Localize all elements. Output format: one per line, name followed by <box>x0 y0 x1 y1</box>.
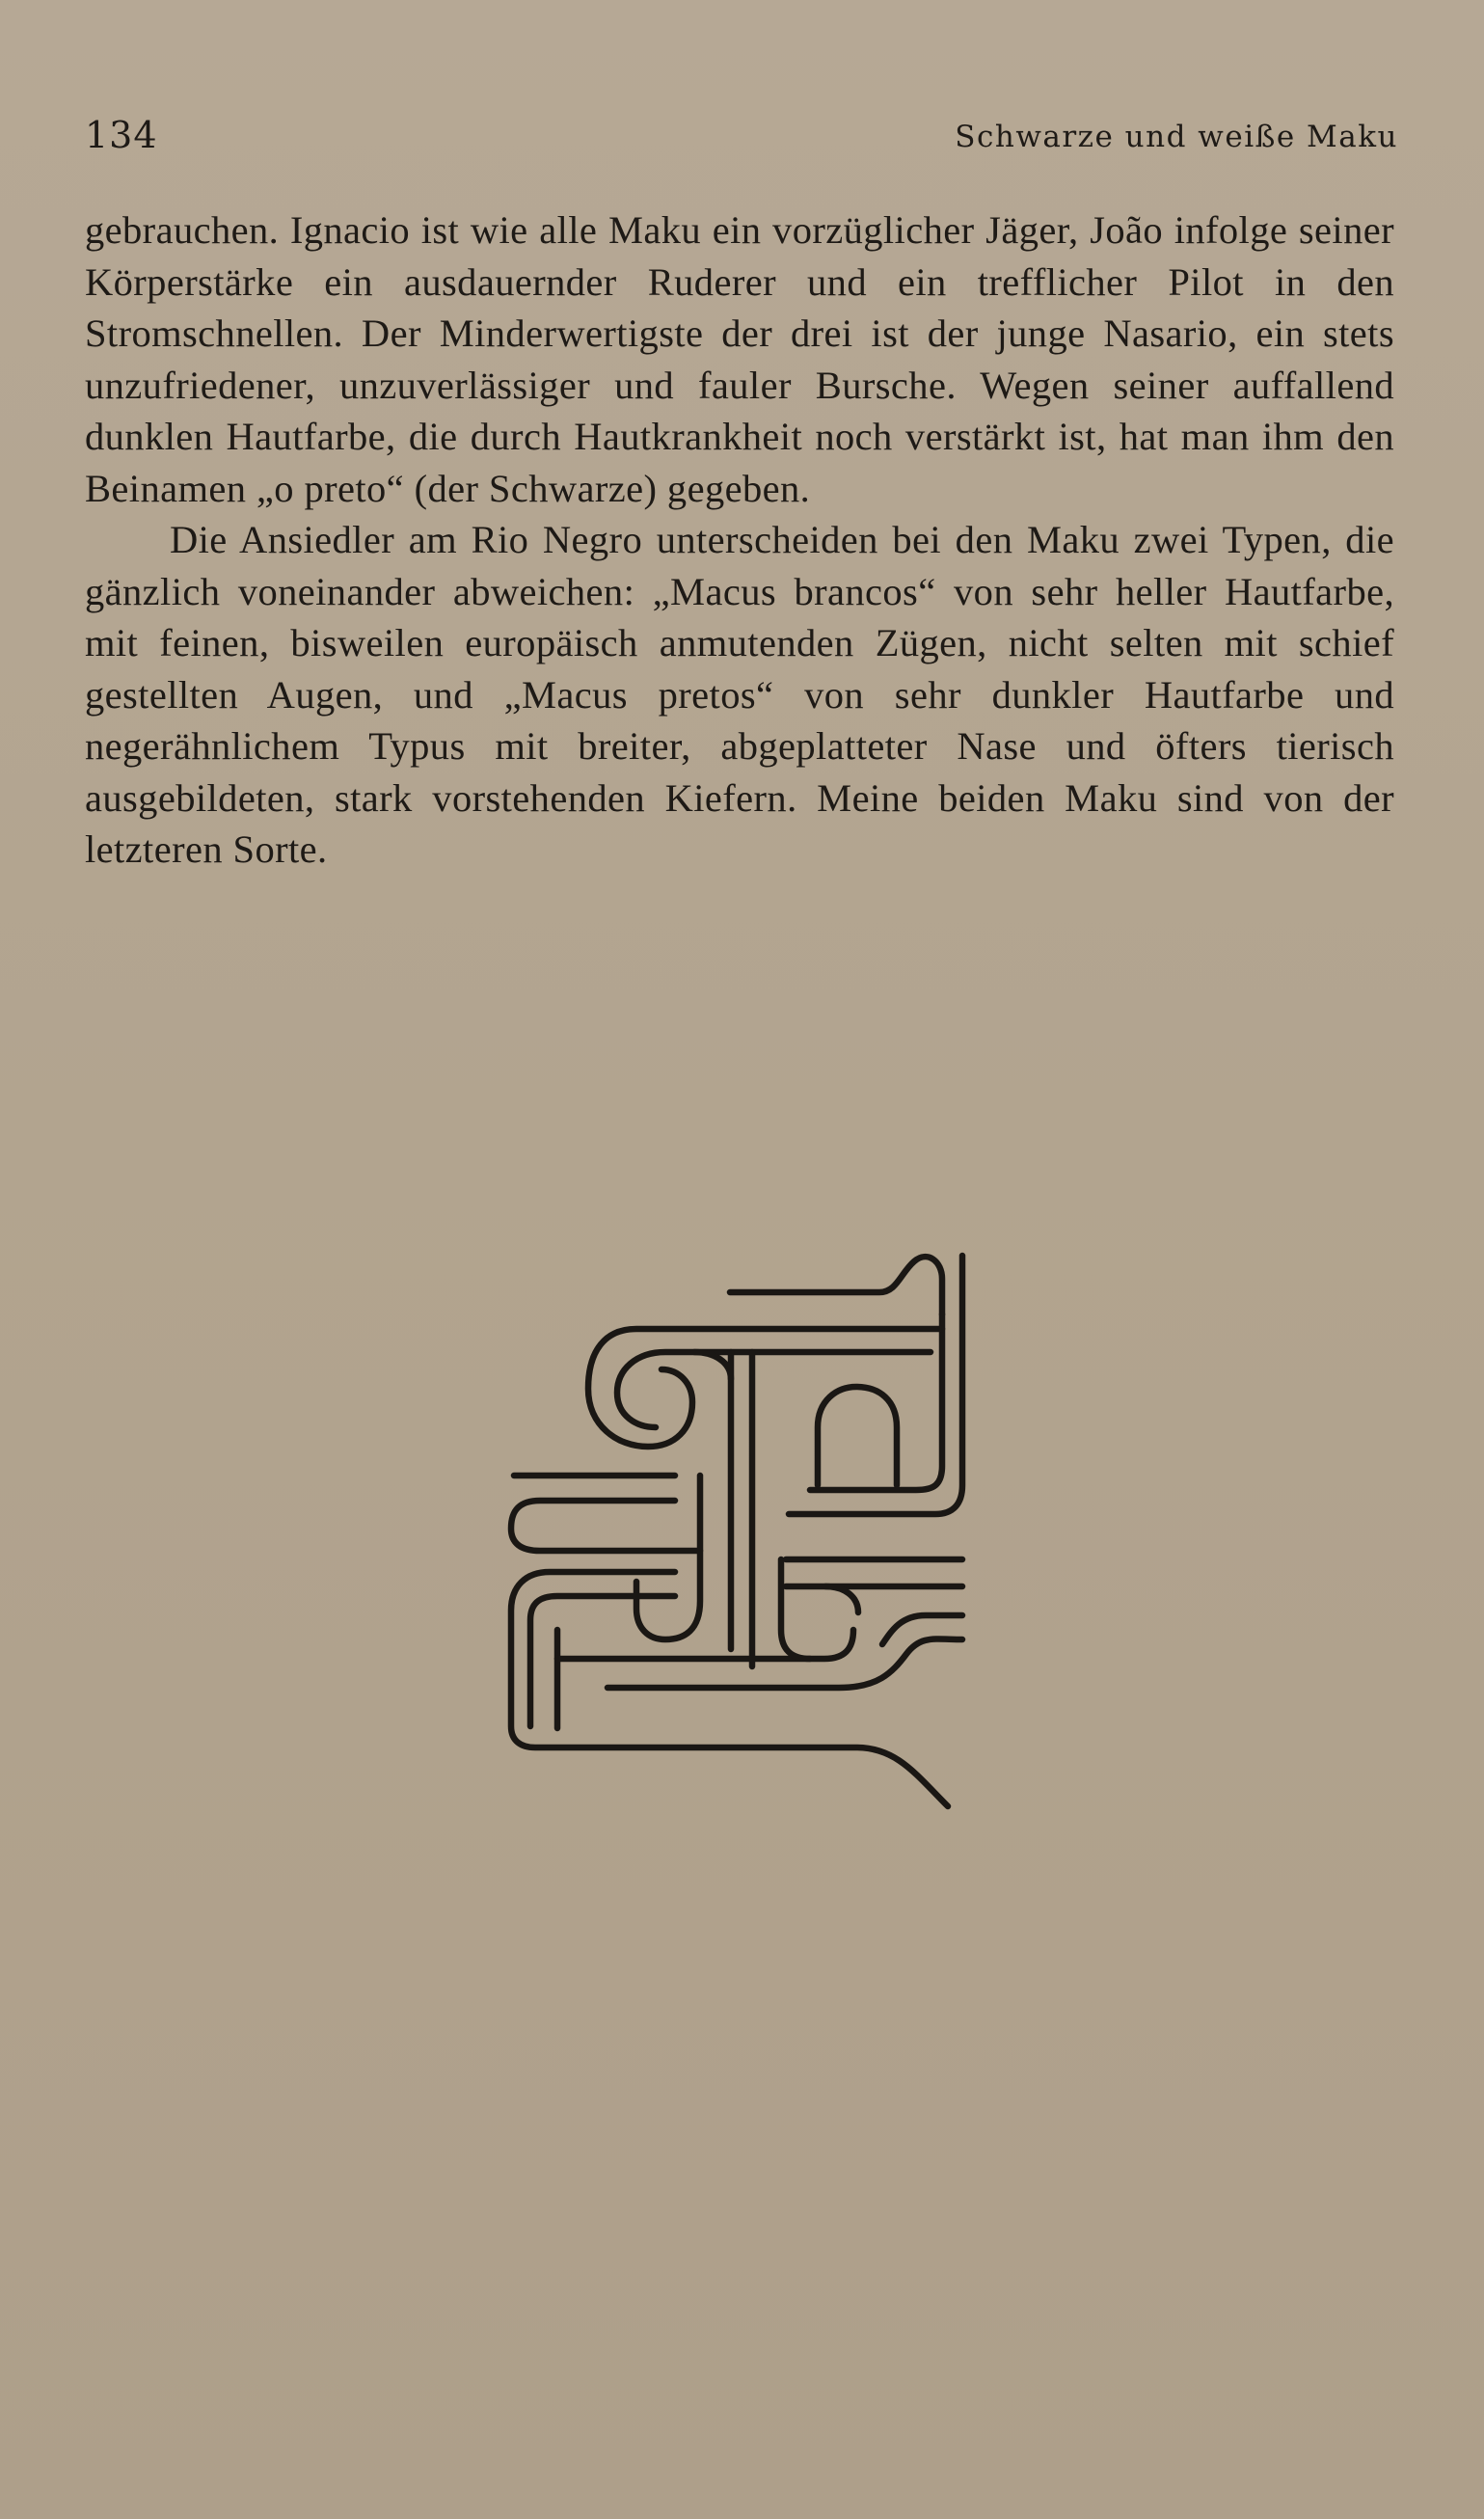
paragraph-1: gebrauchen. Ignacio ist wie alle Maku ein vorzüglicher Jäger, João infolge seiner Körperstärke ein ausdauernder Ruderer und ein trefflicher Pilot in den Stromschnellen. Der Minderwertigste der drei ist der junge Nasario, ein stets unzufriedener, unzuverlässiger und fauler Bursche. Wegen seiner auffallend dunklen Hautfarbe, die durch Hautkrankheit noch verstärkt ist, hat man ihm den Beinamen „o preto“ (der Schwarze) gegeben. <box>85 208 1394 510</box>
page-number: 134 <box>85 114 158 156</box>
meander-figure <box>492 1239 974 1818</box>
body-text <box>85 204 1394 876</box>
meander-pattern-icon <box>492 1239 974 1818</box>
page-header <box>85 114 1398 162</box>
paragraph-2: Die Ansiedler am Rio Negro unterscheiden bei den Maku zwei Typen, die gänzlich voneinander abweichen: „Macus brancos“ von sehr heller Hautfarbe, mit feinen, bisweilen europäisch anmutenden Zügen, nicht selten mit schief gestellten Augen, und „Macus pretos“ von sehr dunkler Hautfarbe und negerähnlichem Typus mit breiter, abgeplatteter Nase und öfters tierisch ausgebildeten, stark vorstehenden Kiefern. Meine beiden Maku sind von der letzteren Sorte. <box>85 518 1394 871</box>
running-title: Schwarze und weiße Maku <box>955 120 1398 154</box>
